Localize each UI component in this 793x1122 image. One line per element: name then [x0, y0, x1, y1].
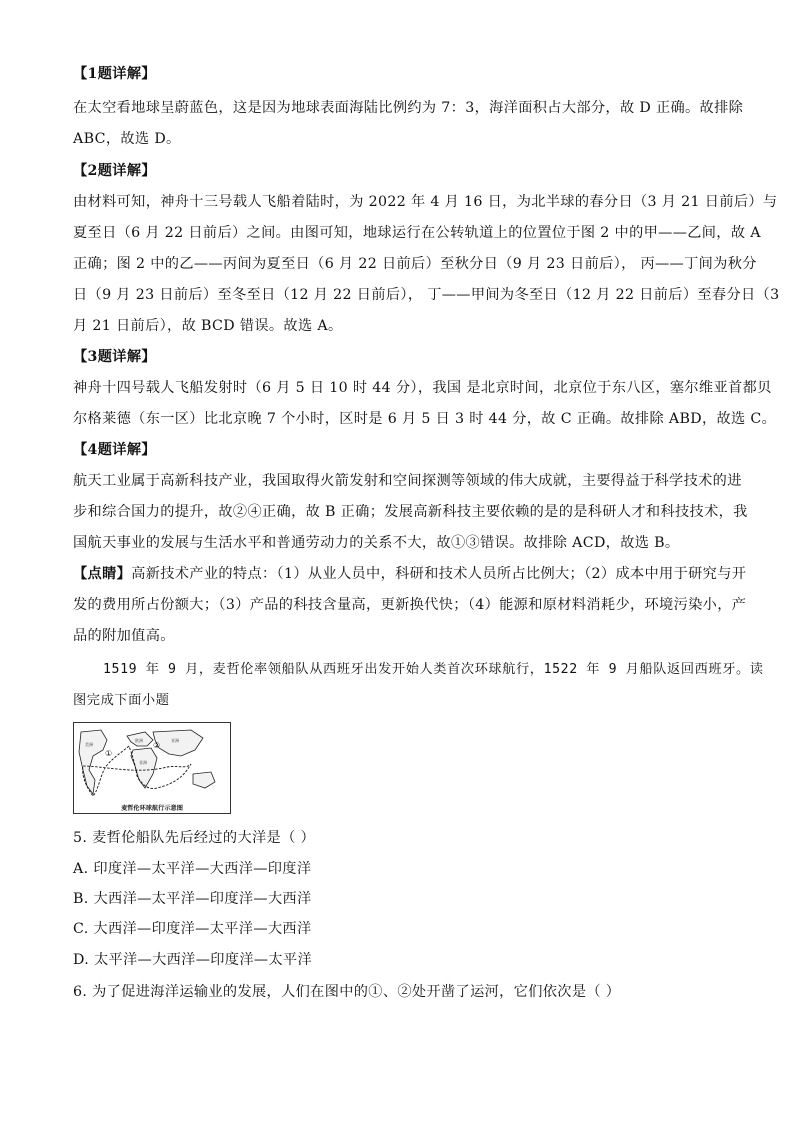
canal-marker-2: ② — [153, 741, 161, 750]
q4-line: 国航天事业的发展与生活水平和普通劳动力的关系不大，故①③错误。故排除 ACD，故选 B。 — [73, 535, 680, 551]
magellan-voyage-map — [73, 722, 231, 814]
map-caption: 麦哲伦环球航行示意图 — [121, 805, 183, 812]
q3-line: 神舟十四号载人飞船发射时（6 月 5 日 10 时 44 分），我国 是北京时间，北京位于东八区，塞尔维亚首都贝 — [73, 380, 772, 396]
q5-option-d: D. 太平洋—大西洋—印度洋—太平洋 — [73, 952, 313, 968]
q5-option-c: C. 大西洋—印度洋—太平洋—大西洋 — [73, 921, 312, 937]
q6-stem: 6. 为了促进海洋运输业的发展，人们在图中的①、②处开凿了运河，它们依次是（ ） — [73, 984, 621, 1000]
map-label: 欧洲 — [135, 738, 143, 743]
q2-line: 夏至日（6 月 22 日前后）之间。由图可知，地球运行在公转轨道上的位置位于图 2 中的甲——乙间，故 A — [73, 225, 761, 241]
note-line: 品的附加值高。 — [73, 628, 175, 644]
q5-option-b: B. 大西洋—太平洋—印度洋—大西洋 — [73, 891, 312, 907]
map-label: 非洲 — [139, 760, 147, 765]
q5-stem: 5. 麦哲伦船队先后经过的大洋是（ ） — [73, 830, 316, 846]
q4-line: 步和综合国力的提升，故②④正确，故 B 正确；发展高新科技主要依赖的是的是科研人才和科技技术，我 — [73, 504, 748, 520]
q2-heading: 【2题详解】 — [73, 163, 156, 179]
map-label: 亚洲 — [171, 738, 179, 743]
note-line: 高新技术产业的特点：（1）从业人员中，科研和技术人员所占比例大；（2）成本中用于研究与开 — [131, 566, 747, 582]
q2-line: 日（9 月 23 日前后）至冬至日（12 月 22 日前后）， 丁——甲间为冬至日（12 月 22 日前后）至春分日（3 — [73, 287, 780, 303]
q2-line: 正确；图 2 中的乙——丙间为夏至日（6 月 22 日前后）至秋分日（9 月 23 日前后）， 丙——丁间为秋分 — [73, 256, 757, 272]
q4-line: 航天工业属于高新科技产业，我国取得火箭发射和空间探测等领域的伟大成就，主要得益于科学技术的进 — [73, 473, 742, 489]
intro-line: 图完成下面小题 — [73, 693, 170, 708]
q3-line: 尔格莱德（东一区）比北京晚 7 个小时，区时是 6 月 5 日 3 时 44 分，故 C 正确。故排除 ABD，故选 C。 — [73, 411, 777, 427]
q1-line: ABC，故选 D。 — [73, 131, 181, 147]
q2-line: 月 21 日前后），故 BCD 错误。故选 A。 — [73, 318, 343, 334]
canal-marker-1: ① — [105, 749, 113, 758]
q2-line: 由材料可知，神舟十三号载人飞船着陆时，为 2022 年 4 月 16 日，为北半球的春分日（3 月 21 日前后）与 — [73, 194, 778, 210]
q5-option-a: A. 印度洋—太平洋—大西洋—印度洋 — [73, 861, 312, 877]
q3-heading: 【3题详解】 — [73, 349, 156, 365]
note-heading: 【点睛】 — [73, 566, 132, 582]
q4-heading: 【4题详解】 — [73, 442, 156, 458]
map-label: 美洲 — [85, 742, 93, 747]
note-line: 发的费用所占份额大；（3）产品的科技含量高，更新换代快；（4）能源和原材料消耗少，环境污染小，产 — [73, 597, 747, 613]
note-line-first — [73, 564, 746, 584]
q1-line: 在太空看地球呈蔚蓝色，这是因为地球表面海陆比例约为 7：3，海洋面积占大部分，故 D 正确。故排除 — [73, 100, 744, 116]
q1-heading: 【1题详解】 — [73, 66, 156, 82]
intro-line: 1519 年 9 月，麦哲伦率领船队从西班牙出发开始人类首次环球航行，1522 年 9 月船队返回西班牙。读 — [103, 662, 764, 677]
